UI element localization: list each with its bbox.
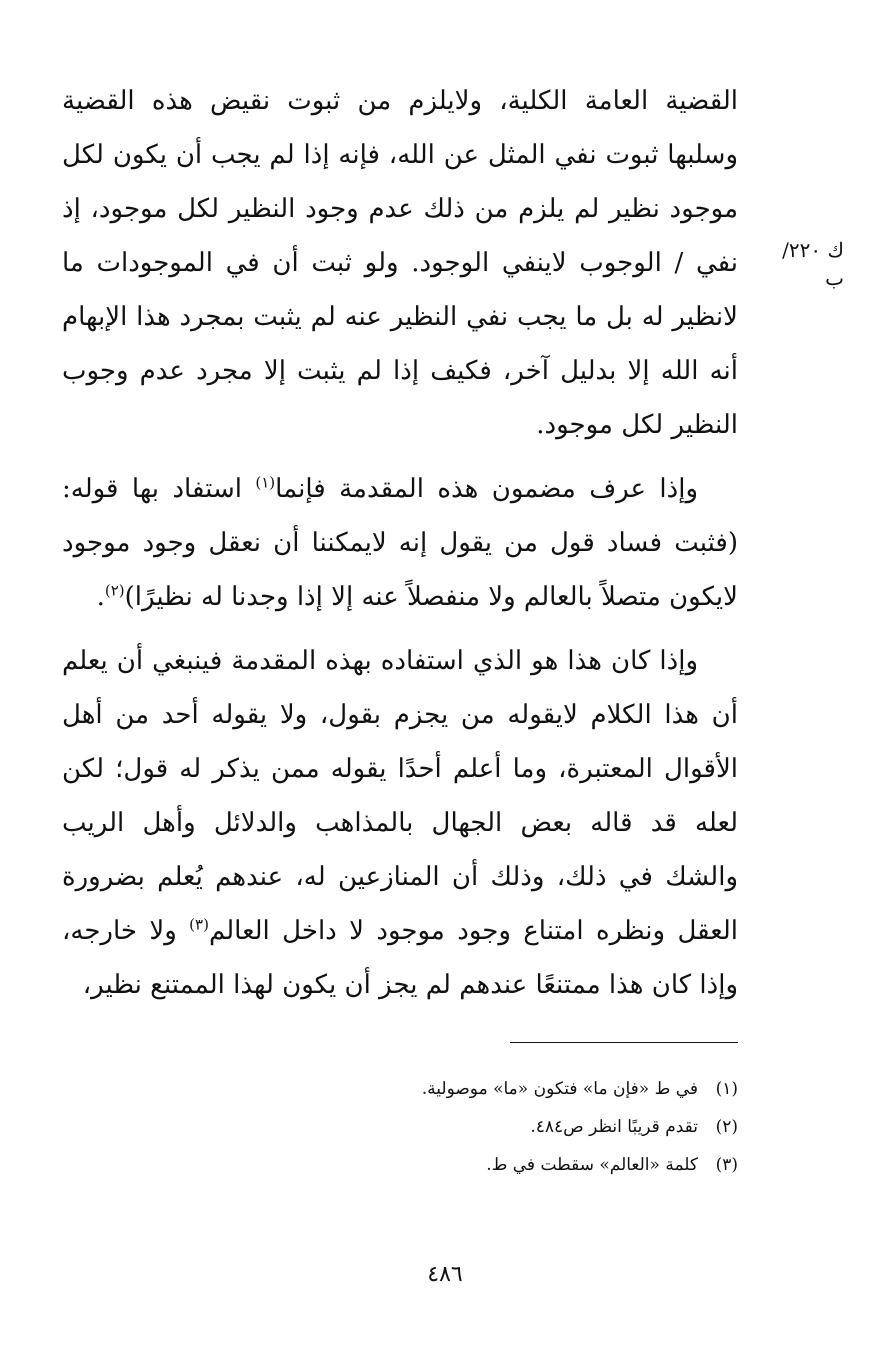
main-text-block bbox=[62, 74, 738, 1012]
footnote-1 bbox=[300, 1070, 738, 1108]
paragraph-3 bbox=[62, 634, 738, 1012]
footnote-text: تقدم قريبًا انظر ص٤٨٤. bbox=[530, 1117, 698, 1137]
paragraph-2 bbox=[62, 462, 738, 624]
footnote-text: في ط «فإن ما» فتكون «ما» موصولية. bbox=[421, 1079, 698, 1099]
paragraph-3-text-a: وإذا كان هذا هو الذي استفاده بهذه المقدمة فينبغي أن يعلم أن هذا الكلام لايقوله من يجزم بقول، ولا يقوله أحد من أهل الأقوال المعتبرة، وما أعلم أحدًا يقوله ممن يذكر له قول؛ لكن لعله قد قاله بعض الجهال بالمذاهب والدلائل وأهل الريب والشك في ذلك، وذلك أن المنازعين له، عندهم يُعلم بضرورة العقل ونظره امتناع وجود موجود لا داخل العالم bbox=[62, 646, 738, 946]
paragraph-3-text-b: ولا خارجه، وإذا كان هذا ممتنعًا عندهم لم يجز أن يكون لهذا الممتنع نظير، bbox=[62, 916, 738, 1000]
footnote-ref-2[interactable]: (٢) bbox=[104, 581, 125, 600]
footnotes-block bbox=[300, 1070, 738, 1184]
paragraph-1: القضية العامة الكلية، ولايلزم من ثبوت نقيض هذه القضية وسلبها ثبوت نفي المثل عن الله، فإنه إذا لم يجب أن يكون لكل موجود نظير لم يلزم من ذلك عدم وجود النظير لكل موجود، إذ نفي / الوجوب لاينفي الوجود. ولو ثبت أن في الموجودات ما لانظير له بل ما يجب نفي النظير عنه لم يثبت بمجرد هذا الإبهام أنه الله إلا بدليل آخر، فكيف إذا لم يثبت إلا مجرد عدم وجوب النظير لكل موجود. bbox=[62, 86, 738, 440]
footnote-ref-3[interactable]: (٣) bbox=[189, 915, 209, 934]
footnote-2 bbox=[300, 1108, 738, 1146]
footnote-number: (٢) bbox=[715, 1117, 738, 1137]
page-number: ٤٨٦ bbox=[427, 1262, 463, 1287]
paragraph-2-text-b: استفاد بها قوله: (فثبت فساد قول من يقول إنه لايمكننا أن نعقل وجود موجود لايكون متصلاً بالعالم ولا منفصلاً عنه إلا إذا وجدنا له نظيرًا) bbox=[62, 474, 738, 612]
paragraph-2-text-a: وإذا عرف مضمون هذه المقدمة فإنما bbox=[275, 474, 698, 504]
margin-folio-note: ك ٢٢٠/ب bbox=[782, 238, 844, 290]
footnote-text: كلمة «العالم» سقطت في ط. bbox=[486, 1155, 698, 1175]
footnote-3 bbox=[300, 1146, 738, 1184]
footnote-number: (٣) bbox=[715, 1155, 738, 1175]
footnote-separator bbox=[510, 1042, 738, 1043]
paragraph-2-text-c: . bbox=[96, 582, 105, 612]
footnote-number: (١) bbox=[715, 1079, 738, 1099]
footnote-ref-1[interactable]: (١) bbox=[255, 473, 276, 492]
